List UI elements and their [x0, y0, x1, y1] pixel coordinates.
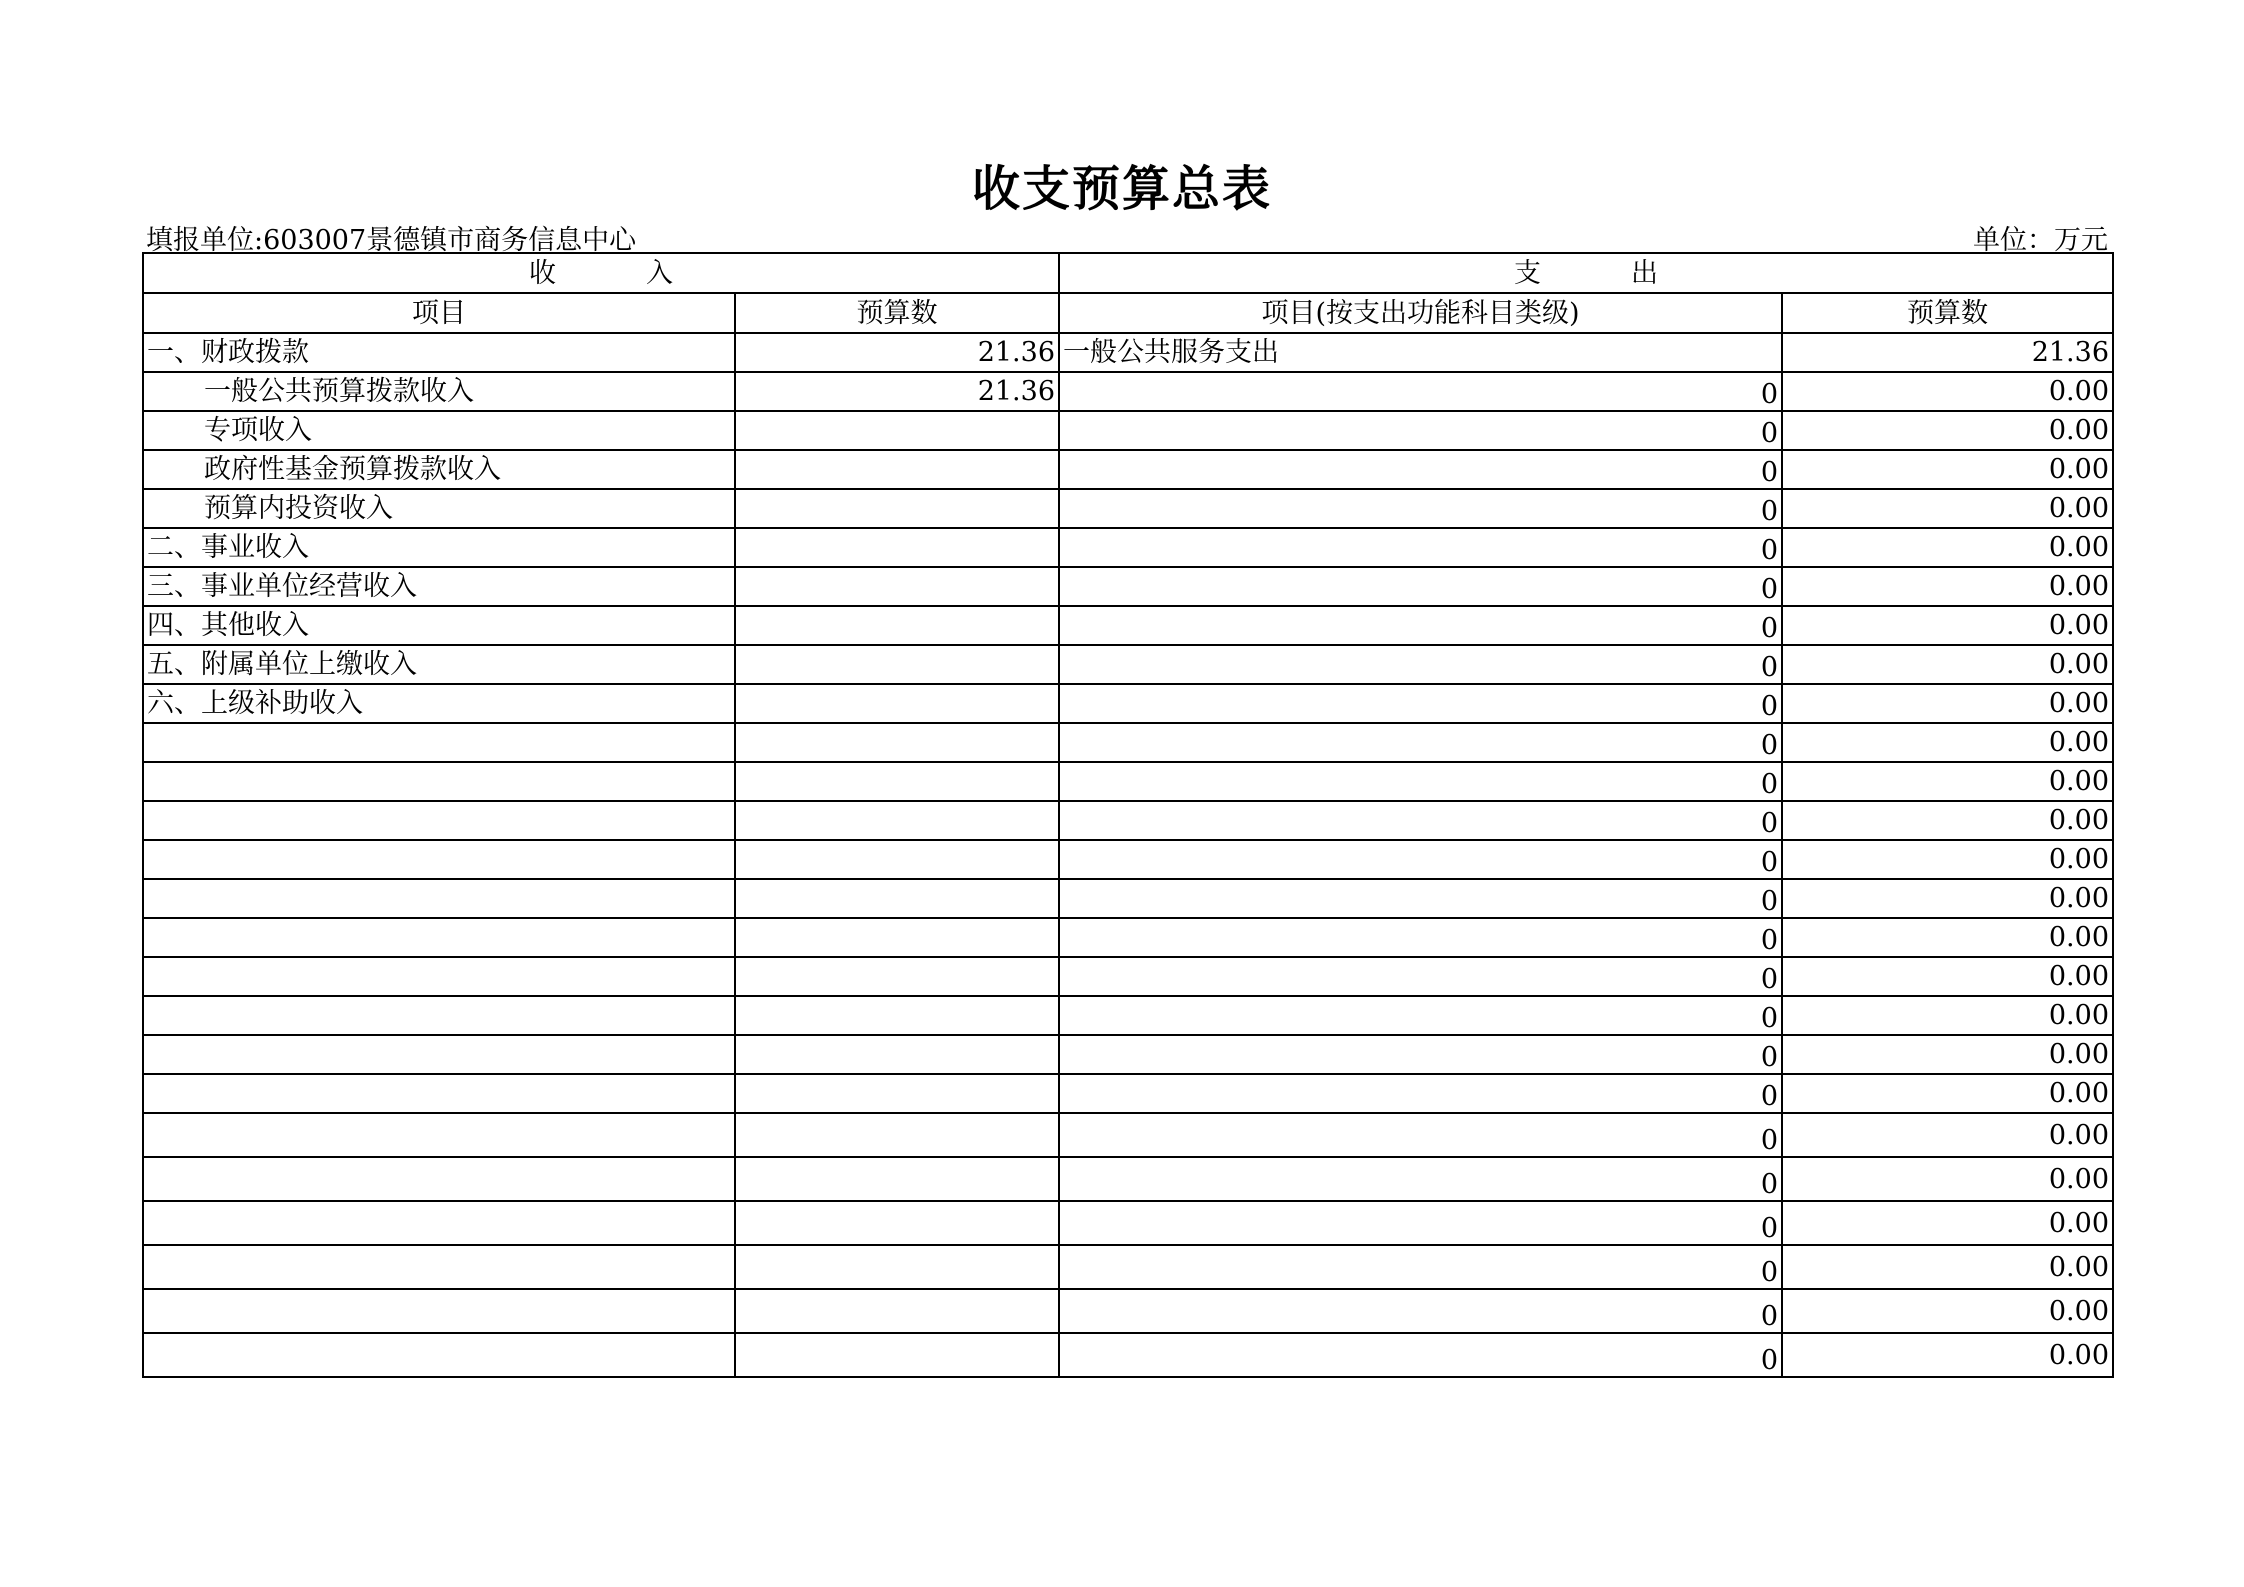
- table-row: [143, 450, 2113, 489]
- expense-code: 0: [1760, 457, 1778, 488]
- expense-item-cell: [1059, 996, 1782, 1035]
- expense-budget-cell: 0.00: [1782, 528, 2113, 567]
- expense-code: 0: [1760, 964, 1778, 995]
- income-item-cell: [143, 1333, 735, 1377]
- table-row: [143, 528, 2113, 567]
- expense-item-cell: [1059, 801, 1782, 840]
- expense-code: 0: [1760, 691, 1778, 722]
- income-item-cell: 专项收入: [143, 411, 735, 450]
- expense-budget-cell: 0.00: [1782, 1074, 2113, 1113]
- expense-code: 0: [1760, 418, 1778, 449]
- expense-code: 0: [1760, 886, 1778, 917]
- expense-budget-cell: 0.00: [1782, 411, 2113, 450]
- expense-item-cell: [1059, 1035, 1782, 1074]
- income-item-cell: 一、财政拨款: [143, 333, 735, 372]
- expense-budget-cell: 0.00: [1782, 1157, 2113, 1201]
- expense-item-cell: [1059, 1245, 1782, 1289]
- table-row: [143, 489, 2113, 528]
- expense-code: 0: [1760, 379, 1778, 410]
- expense-budget-cell: 0.00: [1782, 606, 2113, 645]
- expense-item-cell: [1059, 1074, 1782, 1113]
- income-budget-cell: [735, 1157, 1059, 1201]
- expense-item-cell: [1059, 333, 1782, 372]
- expense-code: 0: [1760, 769, 1778, 800]
- expense-section-header: [1059, 253, 2113, 293]
- section-header-row: [143, 253, 2113, 293]
- income-item-cell: [143, 1035, 735, 1074]
- income-budget-cell: [735, 1035, 1059, 1074]
- expense-budget-cell: 0.00: [1782, 957, 2113, 996]
- table-row: [143, 840, 2113, 879]
- expense-budget-cell: 0.00: [1782, 1113, 2113, 1157]
- expense-item-cell: [1059, 879, 1782, 918]
- income-budget-cell: [735, 918, 1059, 957]
- income-item-cell: 政府性基金预算拨款收入: [143, 450, 735, 489]
- expense-item-cell: [1059, 957, 1782, 996]
- expense-budget-cell: 0.00: [1782, 1035, 2113, 1074]
- expense-item-cell: [1059, 528, 1782, 567]
- expense-budget-header: 预算数: [1782, 293, 2113, 333]
- income-budget-cell: [735, 411, 1059, 450]
- expense-item-header: 项目(按支出功能科目类级): [1059, 293, 1782, 333]
- expense-item-cell: [1059, 1333, 1782, 1377]
- income-item-cell: [143, 996, 735, 1035]
- expense-code: 0: [1760, 1125, 1778, 1156]
- income-budget-cell: [735, 645, 1059, 684]
- expense-code: 0: [1760, 1081, 1778, 1112]
- income-item-cell: [143, 723, 735, 762]
- income-item-cell: 预算内投资收入: [143, 489, 735, 528]
- income-budget-cell: [735, 606, 1059, 645]
- table-row: [143, 411, 2113, 450]
- expense-item-cell: [1059, 762, 1782, 801]
- expense-budget-cell: 0.00: [1782, 1201, 2113, 1245]
- expense-item-cell: [1059, 840, 1782, 879]
- expense-budget-cell: 0.00: [1782, 450, 2113, 489]
- income-item-cell: [143, 1289, 735, 1333]
- expense-code: 0: [1760, 925, 1778, 956]
- expense-budget-cell: 0.00: [1782, 567, 2113, 606]
- expense-item-cell: [1059, 1157, 1782, 1201]
- expense-item-cell: [1059, 1113, 1782, 1157]
- income-budget-cell: [735, 996, 1059, 1035]
- table-row: [143, 1157, 2113, 1201]
- expense-budget-cell: 0.00: [1782, 645, 2113, 684]
- expense-code: 0: [1760, 1042, 1778, 1073]
- income-item-cell: 一般公共预算拨款收入: [143, 372, 735, 411]
- expense-code: 0: [1760, 808, 1778, 839]
- income-item-cell: [143, 1074, 735, 1113]
- income-budget-cell: [735, 723, 1059, 762]
- expense-budget-cell: 0.00: [1782, 372, 2113, 411]
- expense-item-cell: [1059, 645, 1782, 684]
- expense-budget-cell: 0.00: [1782, 1245, 2113, 1289]
- expense-code: 0: [1760, 1301, 1778, 1332]
- expense-budget-cell: 0.00: [1782, 996, 2113, 1035]
- table-row: [143, 1074, 2113, 1113]
- income-budget-cell: [735, 567, 1059, 606]
- income-item-header: 项目: [143, 293, 735, 333]
- income-budget-cell: [735, 840, 1059, 879]
- table-row: [143, 645, 2113, 684]
- expense-code: 0: [1760, 1257, 1778, 1288]
- table-row: [143, 1113, 2113, 1157]
- income-budget-cell: [735, 1113, 1059, 1157]
- expense-code: 0: [1760, 652, 1778, 683]
- expense-budget-cell: 0.00: [1782, 684, 2113, 723]
- income-item-cell: 六、上级补助收入: [143, 684, 735, 723]
- expense-code: 0: [1760, 613, 1778, 644]
- expense-header-char-1: 支: [1514, 257, 1541, 289]
- expense-item-cell: [1059, 372, 1782, 411]
- expense-item-cell: [1059, 684, 1782, 723]
- expense-code: 0: [1760, 535, 1778, 566]
- income-item-cell: [143, 879, 735, 918]
- expense-budget-cell: 0.00: [1782, 801, 2113, 840]
- table-row: [143, 1245, 2113, 1289]
- expense-budget-cell: 0.00: [1782, 723, 2113, 762]
- expense-item-cell: [1059, 723, 1782, 762]
- table-row: [143, 372, 2113, 411]
- unit-label: 单位：万元: [1973, 225, 2108, 256]
- income-item-cell: 二、事业收入: [143, 528, 735, 567]
- fill-unit-label: 填报单位:603007景德镇市商务信息中心: [146, 225, 637, 256]
- table-row: [143, 762, 2113, 801]
- table-row: [143, 957, 2113, 996]
- expense-code: 0: [1760, 1345, 1778, 1376]
- expense-code: 0: [1760, 730, 1778, 761]
- table-row: [143, 879, 2113, 918]
- expense-item-cell: [1059, 450, 1782, 489]
- income-item-cell: [143, 1113, 735, 1157]
- income-budget-cell: [735, 957, 1059, 996]
- income-item-cell: [143, 1245, 735, 1289]
- income-budget-cell: [735, 1201, 1059, 1245]
- page-title: 收支预算总表: [971, 161, 1272, 217]
- income-budget-cell: [735, 1289, 1059, 1333]
- income-header-char-1: 收: [529, 257, 556, 289]
- table-row: [143, 1035, 2113, 1074]
- expense-code: 0: [1760, 847, 1778, 878]
- income-item-cell: [143, 918, 735, 957]
- income-budget-cell: 21.36: [735, 372, 1059, 411]
- income-item-cell: 四、其他收入: [143, 606, 735, 645]
- expense-header-char-2: 出: [1631, 257, 1658, 289]
- income-budget-cell: [735, 1333, 1059, 1377]
- income-budget-cell: [735, 489, 1059, 528]
- income-budget-cell: [735, 684, 1059, 723]
- expense-budget-cell: 0.00: [1782, 879, 2113, 918]
- table-row: [143, 567, 2113, 606]
- income-budget-cell: [735, 762, 1059, 801]
- income-item-cell: [143, 1157, 735, 1201]
- expense-item-cell: [1059, 411, 1782, 450]
- table-row: [143, 801, 2113, 840]
- income-item-cell: [143, 801, 735, 840]
- expense-code: 0: [1760, 1213, 1778, 1244]
- income-budget-cell: [735, 801, 1059, 840]
- expense-item-cell: [1059, 1201, 1782, 1245]
- expense-budget-cell: 0.00: [1782, 1289, 2113, 1333]
- income-item-cell: [143, 840, 735, 879]
- income-item-cell: 五、附属单位上缴收入: [143, 645, 735, 684]
- column-header-row: [143, 293, 2113, 333]
- table-row: [143, 1201, 2113, 1245]
- budget-table: [142, 252, 2114, 1378]
- expense-code: 0: [1760, 1169, 1778, 1200]
- expense-budget-cell: 0.00: [1782, 840, 2113, 879]
- table-row: [143, 1333, 2113, 1377]
- income-item-cell: [143, 957, 735, 996]
- income-header-char-2: 入: [646, 257, 673, 289]
- expense-budget-cell: 0.00: [1782, 489, 2113, 528]
- income-budget-header: 预算数: [735, 293, 1059, 333]
- expense-item-cell: [1059, 1289, 1782, 1333]
- expense-code: 0: [1760, 496, 1778, 527]
- income-budget-cell: [735, 879, 1059, 918]
- income-budget-cell: [735, 1245, 1059, 1289]
- expense-item-cell: [1059, 918, 1782, 957]
- expense-code: 0: [1760, 574, 1778, 605]
- expense-item-cell: [1059, 567, 1782, 606]
- table-row: [143, 723, 2113, 762]
- income-budget-cell: [735, 450, 1059, 489]
- income-budget-cell: [735, 1074, 1059, 1113]
- income-budget-cell: [735, 528, 1059, 567]
- income-budget-cell: 21.36: [735, 333, 1059, 372]
- table-row: [143, 684, 2113, 723]
- expense-budget-cell: 0.00: [1782, 762, 2113, 801]
- income-section-header: [143, 253, 1059, 293]
- expense-budget-cell: 0.00: [1782, 918, 2113, 957]
- table-row: [143, 996, 2113, 1035]
- table-row: [143, 333, 2113, 372]
- income-item-cell: [143, 762, 735, 801]
- table-row: [143, 1289, 2113, 1333]
- expense-item-cell: [1059, 606, 1782, 645]
- expense-code: 0: [1760, 1003, 1778, 1034]
- income-item-cell: 三、事业单位经营收入: [143, 567, 735, 606]
- expense-budget-cell: 21.36: [1782, 333, 2113, 372]
- table-row: [143, 606, 2113, 645]
- table-row: [143, 918, 2113, 957]
- expense-item-cell: [1059, 489, 1782, 528]
- income-item-cell: [143, 1201, 735, 1245]
- expense-budget-cell: 0.00: [1782, 1333, 2113, 1377]
- expense-item-text: 一般公共服务支出: [1063, 337, 1279, 368]
